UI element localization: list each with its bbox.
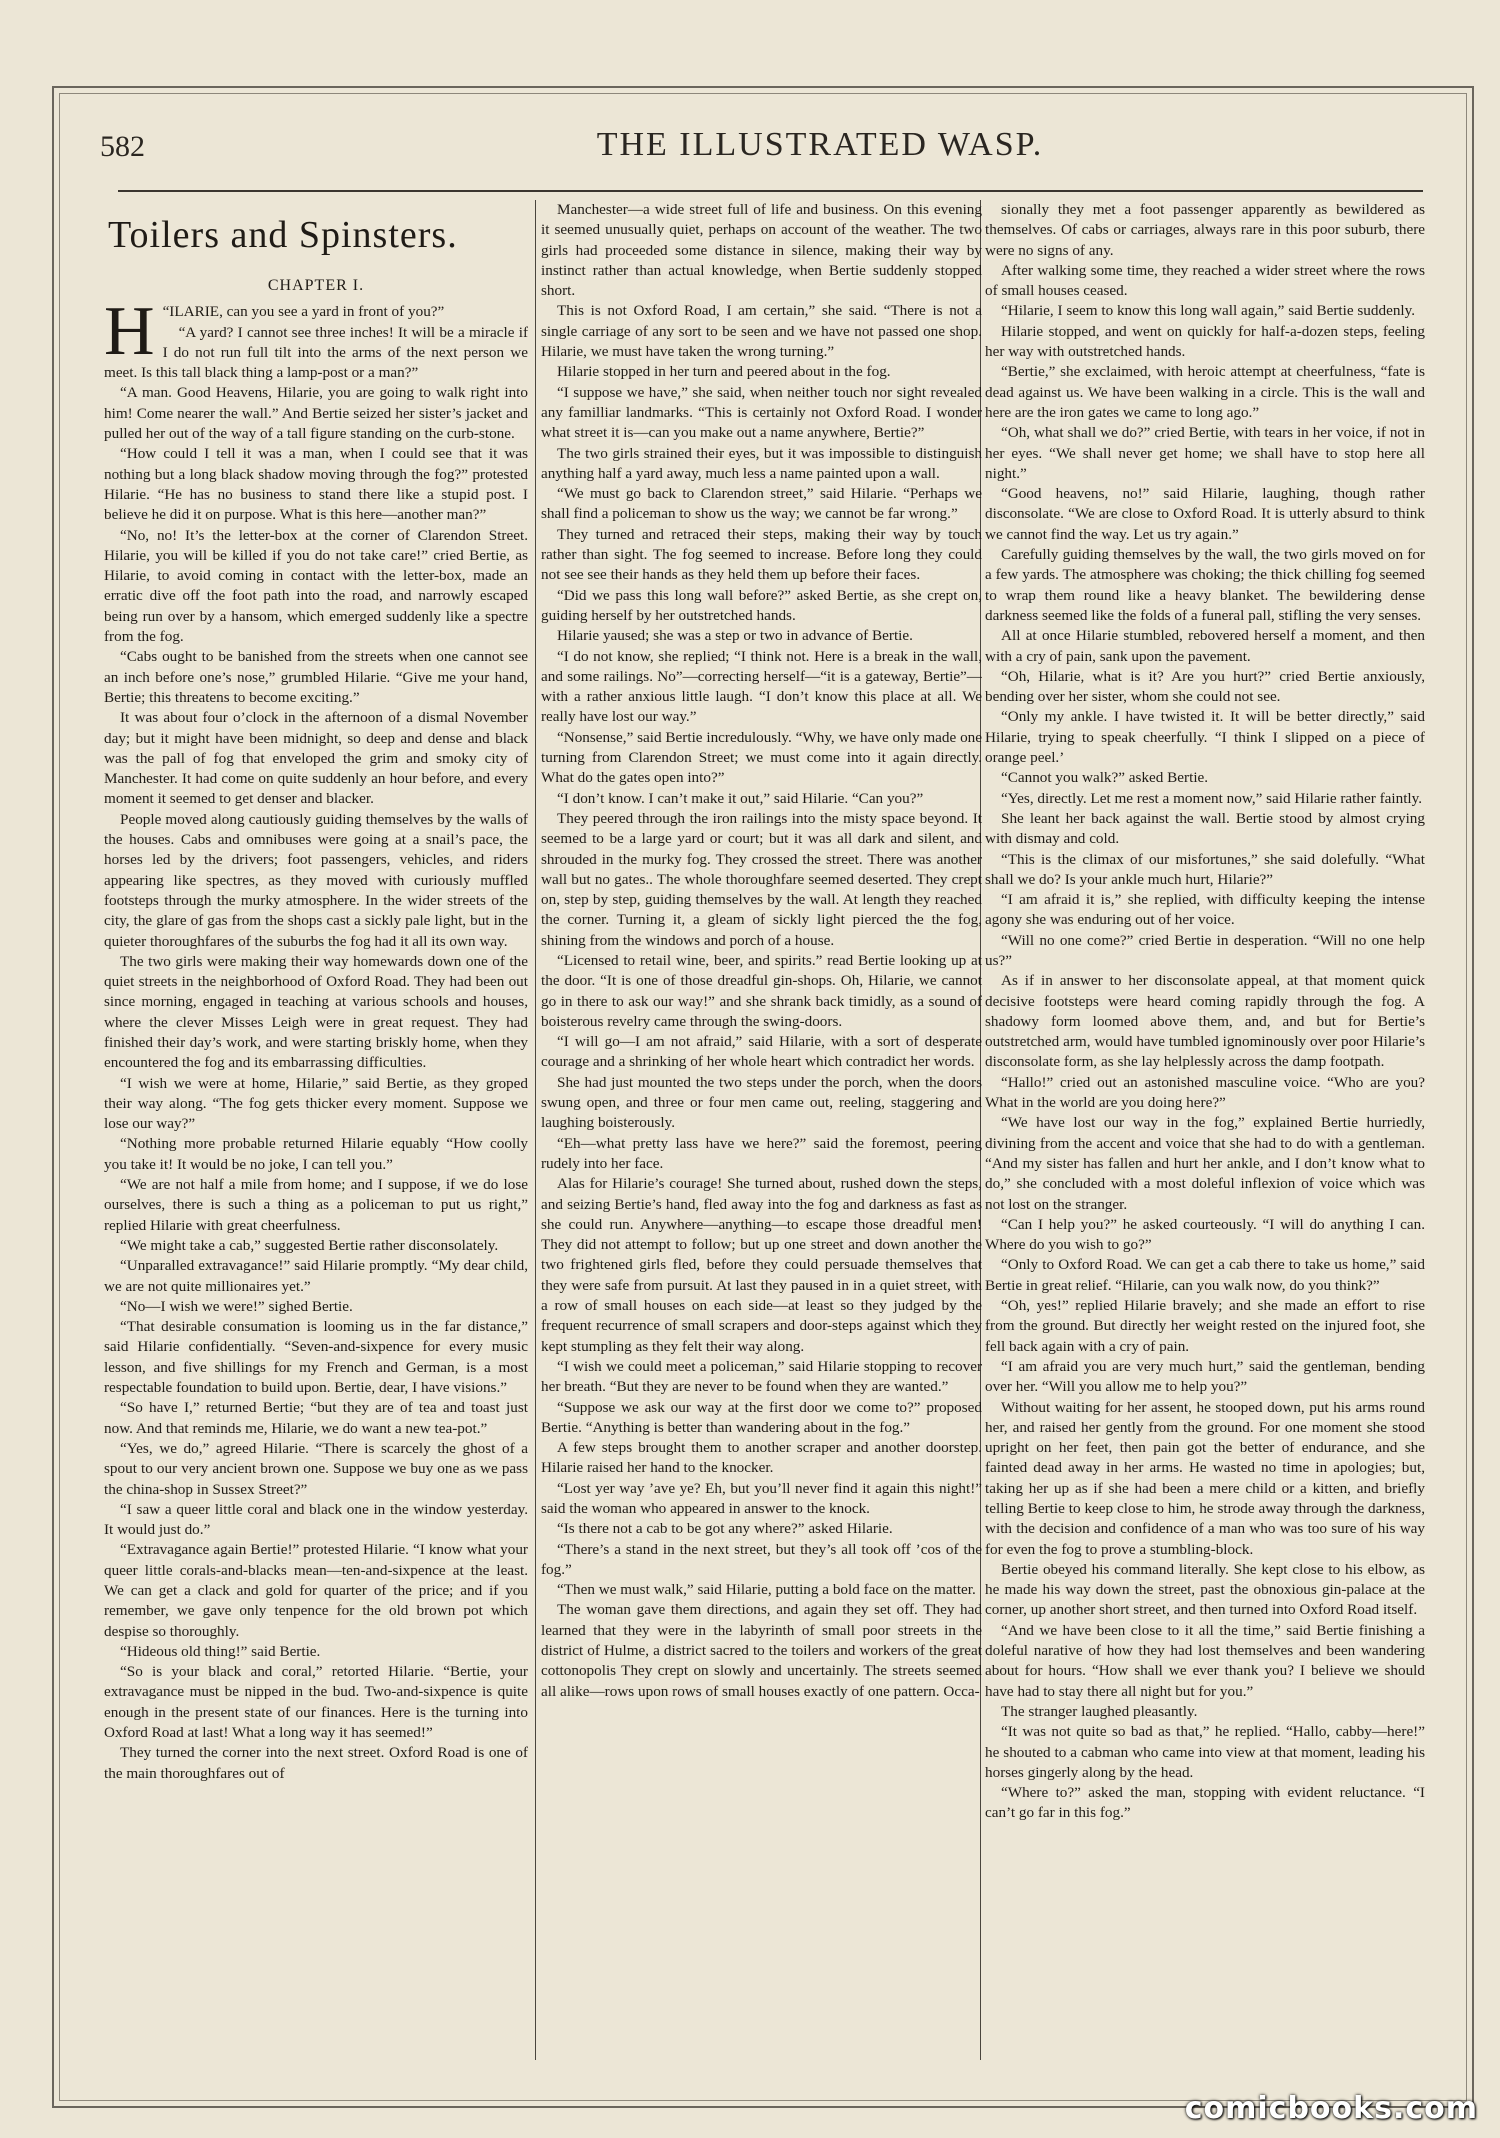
paragraph: “It was not quite so bad as that,” he replied. “Hallo, cabby—here!” he shouted to a cabman who came into view at that moment, leading his horses gingerly along by the head. — [985, 1723, 1425, 1781]
paragraph: “Hallo!” cried out an astonished masculine voice. “Who are you? What in the world are you doing here?” — [985, 1073, 1425, 1112]
paragraph: “We must go back to Clarendon street,” said Hilarie. “Perhaps we shall find a policeman to show us the way; we cannot be far wrong.” — [541, 485, 982, 523]
text-column-1 — [104, 200, 528, 2060]
paragraph: “Did we pass this long wall before?” asked Bertie, as she crept on, guiding herself by her outstretched hands. — [541, 586, 982, 624]
paragraph: “A man. Good Heavens, Hilarie, you are going to walk right into him! Come nearer the wall.” And Bertie seized her sister’s jacket and pulled her out of the way of a tall figure standing on the curb-stone. — [104, 384, 528, 443]
paragraph: It was about four o’clock in the afternoon of a dismal November day; but it might have been midnight, so deep and dense and black was the pall of fog that enveloped the grim and smoky city of Manchester. It had come on quite suddenly an hour before, and every moment it seemed to get denser and blacker. — [104, 709, 528, 808]
paragraph: “There’s a stand in the next street, but they’s all took off ’cos of the fog.” — [541, 1540, 982, 1578]
paragraph: The two girls strained their eyes, but it was impossible to distinguish anything half a yard away, much less a name painted upon a wall. — [541, 444, 982, 482]
paragraph: “Licensed to retail wine, beer, and spirits.” read Bertie looking up at the door. “It is one of those dreadful gin-shops. Oh, Hilarie, we cannot go in there to ask our way!” and she shrank back timidly, as a sound of boisterous revelry came through the swing-doors. — [541, 951, 982, 1030]
masthead: THE ILLUSTRATED WASP. — [596, 126, 1044, 163]
paragraph: All at once Hilarie stumbled, rebovered herself a moment, and then with a cry of pain, sank upon the pavement. — [985, 627, 1425, 665]
paragraph: Hilarie stopped, and went on quickly for half-a-dozen steps, feeling her way with outstretched hands. — [985, 322, 1425, 361]
paragraph: Without waiting for her assent, he stooped down, put his arms round her, and raised her gently from the ground. For one moment she stood upright on her feet, then pain got the better of endurance, and she fainted dead away in her arms. He wasted no time in apologies; but, taking her up as if she had been a mere child or a kitten, and briefly telling Bertie to keep close to him, he strode away through the darkness, with the decision and confidence of a man who was too sure of his way for even the fog to prove a stumbling-block. — [985, 1398, 1425, 1558]
paragraph: “Then we must walk,” said Hilarie, putting a bold face on the matter. — [557, 1581, 976, 1599]
paragraph: “I will go—I am not afraid,” said Hilarie, with a sort of desperate courage and a shrinking of her whole heart which contradict her words. — [541, 1033, 982, 1071]
watermark-badge: comicbooks.com — [1184, 2091, 1478, 2126]
paragraph: After walking some time, they reached a wider street where the rows of small houses ceased. — [985, 261, 1425, 300]
paragraph: “So have I,” returned Bertie; “but they are of tea and toast just now. And that reminds me, Hilarie, we do want a new tea-pot.” — [104, 1399, 528, 1437]
paragraph: “Good heavens, no!” said Hilarie, laughing, though rather disconsolate. “We are close to Oxford Road. It is utterly absurd to think we cannot find the way. Let us try again.” — [985, 485, 1425, 543]
header-rule — [118, 190, 1423, 192]
paragraph: “I wish we were at home, Hilarie,” said Bertie, as they groped their way along. “The fog gets thicker every moment. Suppose we lose our way?” — [104, 1074, 528, 1133]
paragraph: She had just mounted the two steps under the porch, when the doors swung open, and three or four men came out, reeling, staggering and laughing boisterously. — [541, 1073, 982, 1132]
paragraph: The stranger laughed pleasantly. — [1001, 1702, 1198, 1720]
paragraph: She leant her back against the wall. Bertie stood by almost crying with dismay and cold. — [985, 809, 1425, 848]
text-column-3 — [985, 200, 1425, 2060]
paragraph: “Bertie,” she exclaimed, with heroic attempt at cheerfulness, “fate is dead against us. We have been walking in a circle. This is the wall and here are the iron gates we came to long ago.” — [985, 363, 1425, 421]
paragraph: “I wish we could meet a policeman,” said Hilarie stopping to recover her breath. “But they are never to be found when they are wanted.” — [541, 1357, 982, 1396]
paragraph: “Will no one come?” cried Bertie in desperation. “Will no one help us?” — [985, 931, 1425, 969]
paragraph: “Oh, yes!” replied Hilarie bravely; and she made an effort to rise from the ground. But directly her weight rested on the injured foot, she fell back again with a cry of pain. — [985, 1297, 1425, 1355]
paragraph: “Unparalled extravagance!” said Hilarie promptly. “My dear child, we are not quite millionaires yet.” — [104, 1257, 528, 1295]
paragraph: “And we have been close to it all the time,” said Bertie finishing a doleful narative of how they had lost themselves and been wandering about for hours. “How shall we ever thank you? I believe we should have had to stay there all night but for you.” — [985, 1621, 1425, 1700]
paragraph: “Cabs ought to be banished from the streets when one cannot see an inch before one’s nose,” grumbled Hilarie. “Give me your hand, Bertie; this threatens to become exciting.” — [104, 648, 528, 706]
paragraph: Hilarie yaused; she was a step or two in advance of Bertie. — [557, 627, 913, 645]
paragraph: “I saw a queer little coral and black one in the window yesterday. It would just do.” — [104, 1500, 528, 1539]
page-number: 582 — [100, 130, 145, 163]
paragraph: “Suppose we ask our way at the first door we come to?” proposed Bertie. “Anything is better than wandering about in the fog.” — [541, 1398, 982, 1436]
paragraph: “This is the climax of our misfortunes,” she said dolefully. “What shall we do? Is your ankle much hurt, Hilarie?” — [985, 850, 1425, 888]
paragraph: “We are not half a mile from home; and I suppose, if we do lose ourselves, there is such a thing as a policeman to put us right,” replied Hilarie with great cheerfulness. — [104, 1176, 528, 1234]
paragraph: As if in answer to her disconsolate appeal, at that moment quick decisive footsteps were heard coming rapidly through the fog. A shadowy form loomed above them, and, and but for Bertie’s outstretched arm, would have tumbled ignominously over poor Hilarie’s disconsolate form, as she lay helplessly across the damp footpath. — [985, 972, 1425, 1071]
paragraph: “No—I wish we were!” sighed Bertie. — [120, 1297, 353, 1315]
paragraph: The two girls were making their way homewards down one of the quiet streets in the neighborhood of Oxford Road. They had been out since morning, engaged in teaching at various schools and houses, where the clever Misses Leigh were in great request. They had finished their day’s work, and were starting briskly home, when they encountered the fog and its embarrassing difficulties. — [104, 952, 528, 1072]
paragraph: Manchester—a wide street full of life and business. On this evening it seemed unusually quiet, perhaps on account of the weather. The two girls had proceeded some distance in silence, making their way by instinct rather than actual knowledge, when Bertie suddenly stopped short. — [541, 201, 982, 300]
paragraph: “Can I help you?” he asked courteously. “I will do anything I can. Where do you wish to go?” — [985, 1215, 1425, 1254]
chapter-heading: CHAPTER I. — [267, 277, 365, 294]
paragraph: “Oh, what shall we do?” cried Bertie, with tears in her voice, if not in her eyes. “We shall never get home; we shall have to stop here all night.” — [985, 424, 1425, 482]
paragraph: “Hilarie, I seem to know this long wall again,” said Bertie suddenly. — [1001, 302, 1416, 320]
paragraph: “Only my ankle. I have twisted it. It will be better directly,” said Hilarie, trying to speak cheerfully. “I think I slipped on a piece of orange peel.’ — [985, 708, 1425, 767]
paragraph: “That desirable consumation is looming us in the far distance,” said Hilarie confidentially. “Seven-and-sixpence for every music lesson, and five shillings for my French and German, is a most respectable foundation to build upon. Bertie, dear, I have visions.” — [104, 1318, 528, 1397]
paragraph: sionally they met a foot passenger apparently as bewildered as themselves. Of cabs or carriages, always rare in this poor suburb, there were no signs of any. — [985, 201, 1425, 259]
paragraph: This is not Oxford Road, I am certain,” she said. “There is not a single carriage of any sort to be seen and we have not passed one shop. Hilarie, we must have taken the wrong turning.” — [541, 302, 982, 361]
paragraph: “I am afraid you are very much hurt,” said the gentleman, bending over her. “Will you allow me to help you?” — [985, 1357, 1425, 1396]
paragraph: “We have lost our way in the fog,” explained Bertie hurriedly, divining from the accent and voice that she had to do with a gentleman. “And my sister has fallen and hurt her ankle, and I don’t know what to do,” she concluded with a most doleful inflexion of voice which was not lost on the stranger. — [985, 1114, 1425, 1213]
paragraph: “I do not know, she replied; “I think not. Here is a break in the wall, and some railings. No”—correcting herself—“it is a gateway, Bertie”—with a rather anxious little laugh. “I don’t know this place at all. We really have lost our way.” — [541, 647, 982, 726]
paragraph: “Hideous old thing!” said Bertie. — [120, 1642, 321, 1660]
paragraph: “Nonsense,” said Bertie incredulously. “Why, we have only made one turning from Clarendon Street; we must come into it again directly. What do the gates open into?” — [541, 728, 982, 787]
text-column-2 — [541, 200, 982, 2060]
paragraph: “How could I tell it was a man, when I could see that it was nothing but a long black shadow moving through the fog?” protested Hilarie. “He has no business to stand there like a stupid post. I believe he did it on purpose. What is this here—another man?” — [104, 445, 528, 524]
column-divider — [535, 200, 536, 2060]
paragraph: “Oh, Hilarie, what is it? Are you hurt?” cried Bertie anxiously, bending over her sister, whom she could not see. — [985, 667, 1425, 706]
paragraph: A few steps brought them to another scraper and another doorstep. Hilarie raised her hand to the knocker. — [541, 1439, 982, 1477]
paragraph: The woman gave them directions, and again they set off. They had learned that they were in the labyrinth of small poor streets in the district of Hulme, a district sacred to the toilers and workers of the great cottonopolis They crept on slowly and uncertainly. The streets seemed all alike—rows upon rows of small houses exactly of one pattern. Occa- — [541, 1601, 982, 1700]
drop-cap: H — [104, 293, 155, 371]
paragraph: “Nothing more probable returned Hilarie equably “How coolly you take it! It would be no joke, I can tell you.” — [104, 1135, 528, 1173]
paragraph: “I suppose we have,” she said, when neither touch nor sight revealed any familliar landmarks. “This is certainly not Oxford Road. I wonder what street it is—can you make out a name anywhere, Bertie?” — [541, 383, 982, 442]
paragraph: They turned the corner into the next street. Oxford Road is one of the main thoroughfares out of — [104, 1744, 528, 1782]
paragraph: “Yes, directly. Let me rest a moment now,” said Hilarie rather faintly. — [1001, 789, 1423, 807]
paragraph: “ILARIE, can you see a yard in front of you?” — [162, 303, 445, 321]
paragraph: Hilarie stopped in her turn and peered about in the fog. — [557, 363, 891, 381]
paragraph: “We might take a cab,” suggested Bertie rather disconsolately. — [120, 1236, 499, 1254]
article-title: Toilers and Spinsters. — [108, 214, 458, 256]
paragraph: People moved along cautiously guiding themselves by the walls of the houses. Cabs and omnibuses were going at a snail’s pace, the horses led by the drivers; foot passengers, vehicles, and riders appearing like spectres, as they moved with curiously muffled footsteps through the murky atmosphere. In the wider streets of the city, the glare of gas from the shops cast a sickly pale light, but in the quieter thoroughfares of the suburbs the fog had it all its own way. — [104, 810, 528, 950]
paragraph: “No, no! It’s the letter-box at the corner of Clarendon Street. Hilarie, you will be killed if you do not take care!” cried Bertie, as Hilarie, to avoid coming in contact with the letter-box, made an erratic dive off the foot path into the road, and narrowly escaped being run over by a hansom, which emerged suddenly like a spectre from the fog. — [104, 526, 528, 646]
paragraph: “Cannot you walk?” asked Bertie. — [1001, 769, 1209, 787]
paragraph: “Lost yer way ’ave ye? Eh, but you’ll never find it again this night!” said the woman who appeared in answer to the knock. — [541, 1479, 982, 1517]
paragraph: “I don’t know. I can’t make it out,” said Hilarie. “Can you?” — [557, 789, 924, 807]
paragraph: “Yes, we do,” agreed Hilarie. “There is scarcely the ghost of a spout to our very ancient brown one. Suppose we buy one as we pass the china-shop in Sussex Street?” — [104, 1439, 528, 1498]
paragraph: “Only to Oxford Road. We can get a cab there to take us home,” said Bertie in great relief. “Hilarie, can you walk now, do you think?” — [985, 1256, 1425, 1294]
paragraph: “Extravagance again Bertie!” protested Hilarie. “I know what your queer little corals-and-blacks mean—ten-and-sixpence at the least. We can get a clack and gold for quarter of the price; and if you remember, we gave only tenpence for the old brown pot which despise so thoroughly. — [104, 1541, 528, 1640]
paragraph: “Where to?” asked the man, stopping with evident reluctance. “I can’t go far in this fog.” — [985, 1784, 1425, 1822]
paragraph: Bertie obeyed his command literally. She kept close to his elbow, as he made his way down the street, past the obnoxious gin-palace at the corner, up another short street, and then turned into Oxford Road itself. — [985, 1560, 1425, 1619]
paragraph: “Is there not a cab to be got any where?” asked Hilarie. — [557, 1520, 893, 1538]
paragraph: “A yard? I cannot see three inches! It will be a miracle if I do not run full tilt into the arms of the next person we meet. Is this tall black thing a lamp-post or a man?” — [104, 323, 528, 382]
paragraph: Alas for Hilarie’s courage! She turned about, rushed down the steps, and seizing Bertie’s hand, fled away into the fog and darkness as fast as she could run. Anywhere—anything—to escape those dreadful men! They did not attempt to follow; but up one street and down another the two frightened girls fled, before they could persuade themselves that they were safe from pursuit. At last they paused in in a quiet street, with a row of small houses on each side—at least so they judged by the frequent recurrence of small scrapers and door-steps against which they kept stumpling as they felt their way along. — [541, 1175, 982, 1355]
paragraph: They turned and retraced their steps, making their way by touch rather than sight. The fog seemed to increase. Before long they could not see see their hands as they held them up before their faces. — [541, 525, 982, 584]
paragraph: Carefully guiding themselves by the wall, the two girls moved on for a few yards. The atmosphere was choking; the thick chilling fog seemed to wrap them round like a heavy blanket. The bewildering dense darkness seemed like the folds of a funeral pall, stifling the very senses. — [985, 546, 1425, 624]
paragraph: They peered through the iron railings into the misty space beyond. It seemed to be a large yard or court; but it was all dark and silent, and shrouded in the murky fog. They crossed the street. There was another wall but no gates.. The whole thoroughfare seemed deserted. They crept on, step by step, guiding themselves by the wall. At length they reached the corner. Turning it, a gleam of sickly light pierced the the fog, shining from the windows and porch of a house. — [541, 809, 982, 949]
paragraph: “Eh—what pretty lass have we here?” said the foremost, peering rudely into her face. — [541, 1134, 982, 1172]
paragraph: “So is your black and coral,” retorted Hilarie. “Bertie, your extravagance must be nipped in the bud. Two-and-sixpence is quite enough in the present state of our finances. Here is the turning into Oxford Road at last! What a long way it has seemed!” — [104, 1663, 528, 1742]
paragraph: “I am afraid it is,” she replied, with difficulty keeping the intense agony she was enduring out of her voice. — [985, 891, 1425, 929]
